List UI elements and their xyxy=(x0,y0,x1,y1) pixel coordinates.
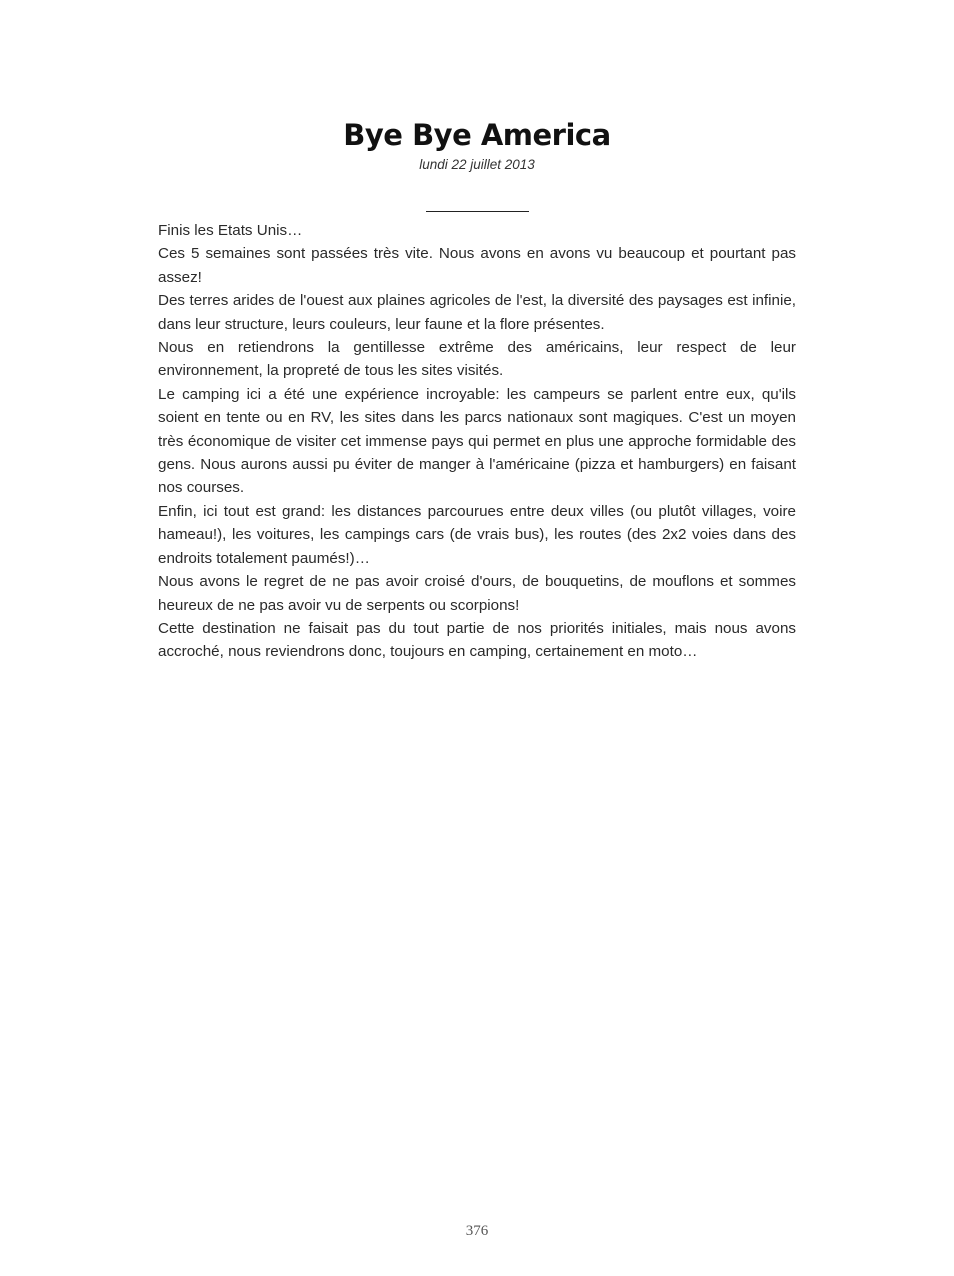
title-separator xyxy=(426,211,529,212)
paragraph: Le camping ici a été une expérience incroyable: les campeurs se parlent entre eux, qu'ils soient en tente ou en RV, les sites dans les parcs nationaux sont magiques. C'est un moyen très économique de visiter cet immense pays qui permet en plus une approche formidable des gens. Nous aurons aussi pu éviter de manger à l'américaine (pizza et hamburgers) en faisant nos courses. xyxy=(158,385,796,497)
post-body xyxy=(158,219,796,664)
page-number: 376 xyxy=(465,1223,489,1239)
paragraph: Ces 5 semaines sont passées très vite. Nous avons en avons vu beaucoup et pourtant pas assez! xyxy=(158,245,796,286)
paragraph: Des terres arides de l'ouest aux plaines agricoles de l'est, la diversité des paysages est infinie, dans leur structure, leurs couleurs, leur faune et la flore présentes. xyxy=(158,292,796,333)
paragraph: Nous en retiendrons la gentillesse extrême des américains, leur respect de leur environnement, la propreté de tous les sites visités. xyxy=(158,339,796,380)
paragraph: Nous avons le regret de ne pas avoir croisé d'ours, de bouquetins, de mouflons et sommes heureux de ne pas avoir vu de serpents ou scorpions! xyxy=(158,573,796,614)
paragraph: Finis les Etats Unis… xyxy=(158,222,303,239)
paragraph: Enfin, ici tout est grand: les distances parcourues entre deux villes (ou plutôt villages, voire hameau!), les voitures, les campings cars (de vrais bus), les routes (des 2x2 voies dans des endroits totalement paumés!)… xyxy=(158,502,796,567)
post-title: Bye Bye America xyxy=(343,118,611,152)
paragraph: Cette destination ne faisait pas du tout partie de nos priorités initiales, mais nous avons accroché, nous reviendrons donc, toujours en camping, certainement en moto… xyxy=(158,619,796,661)
post-date: lundi 22 juillet 2013 xyxy=(419,157,535,172)
